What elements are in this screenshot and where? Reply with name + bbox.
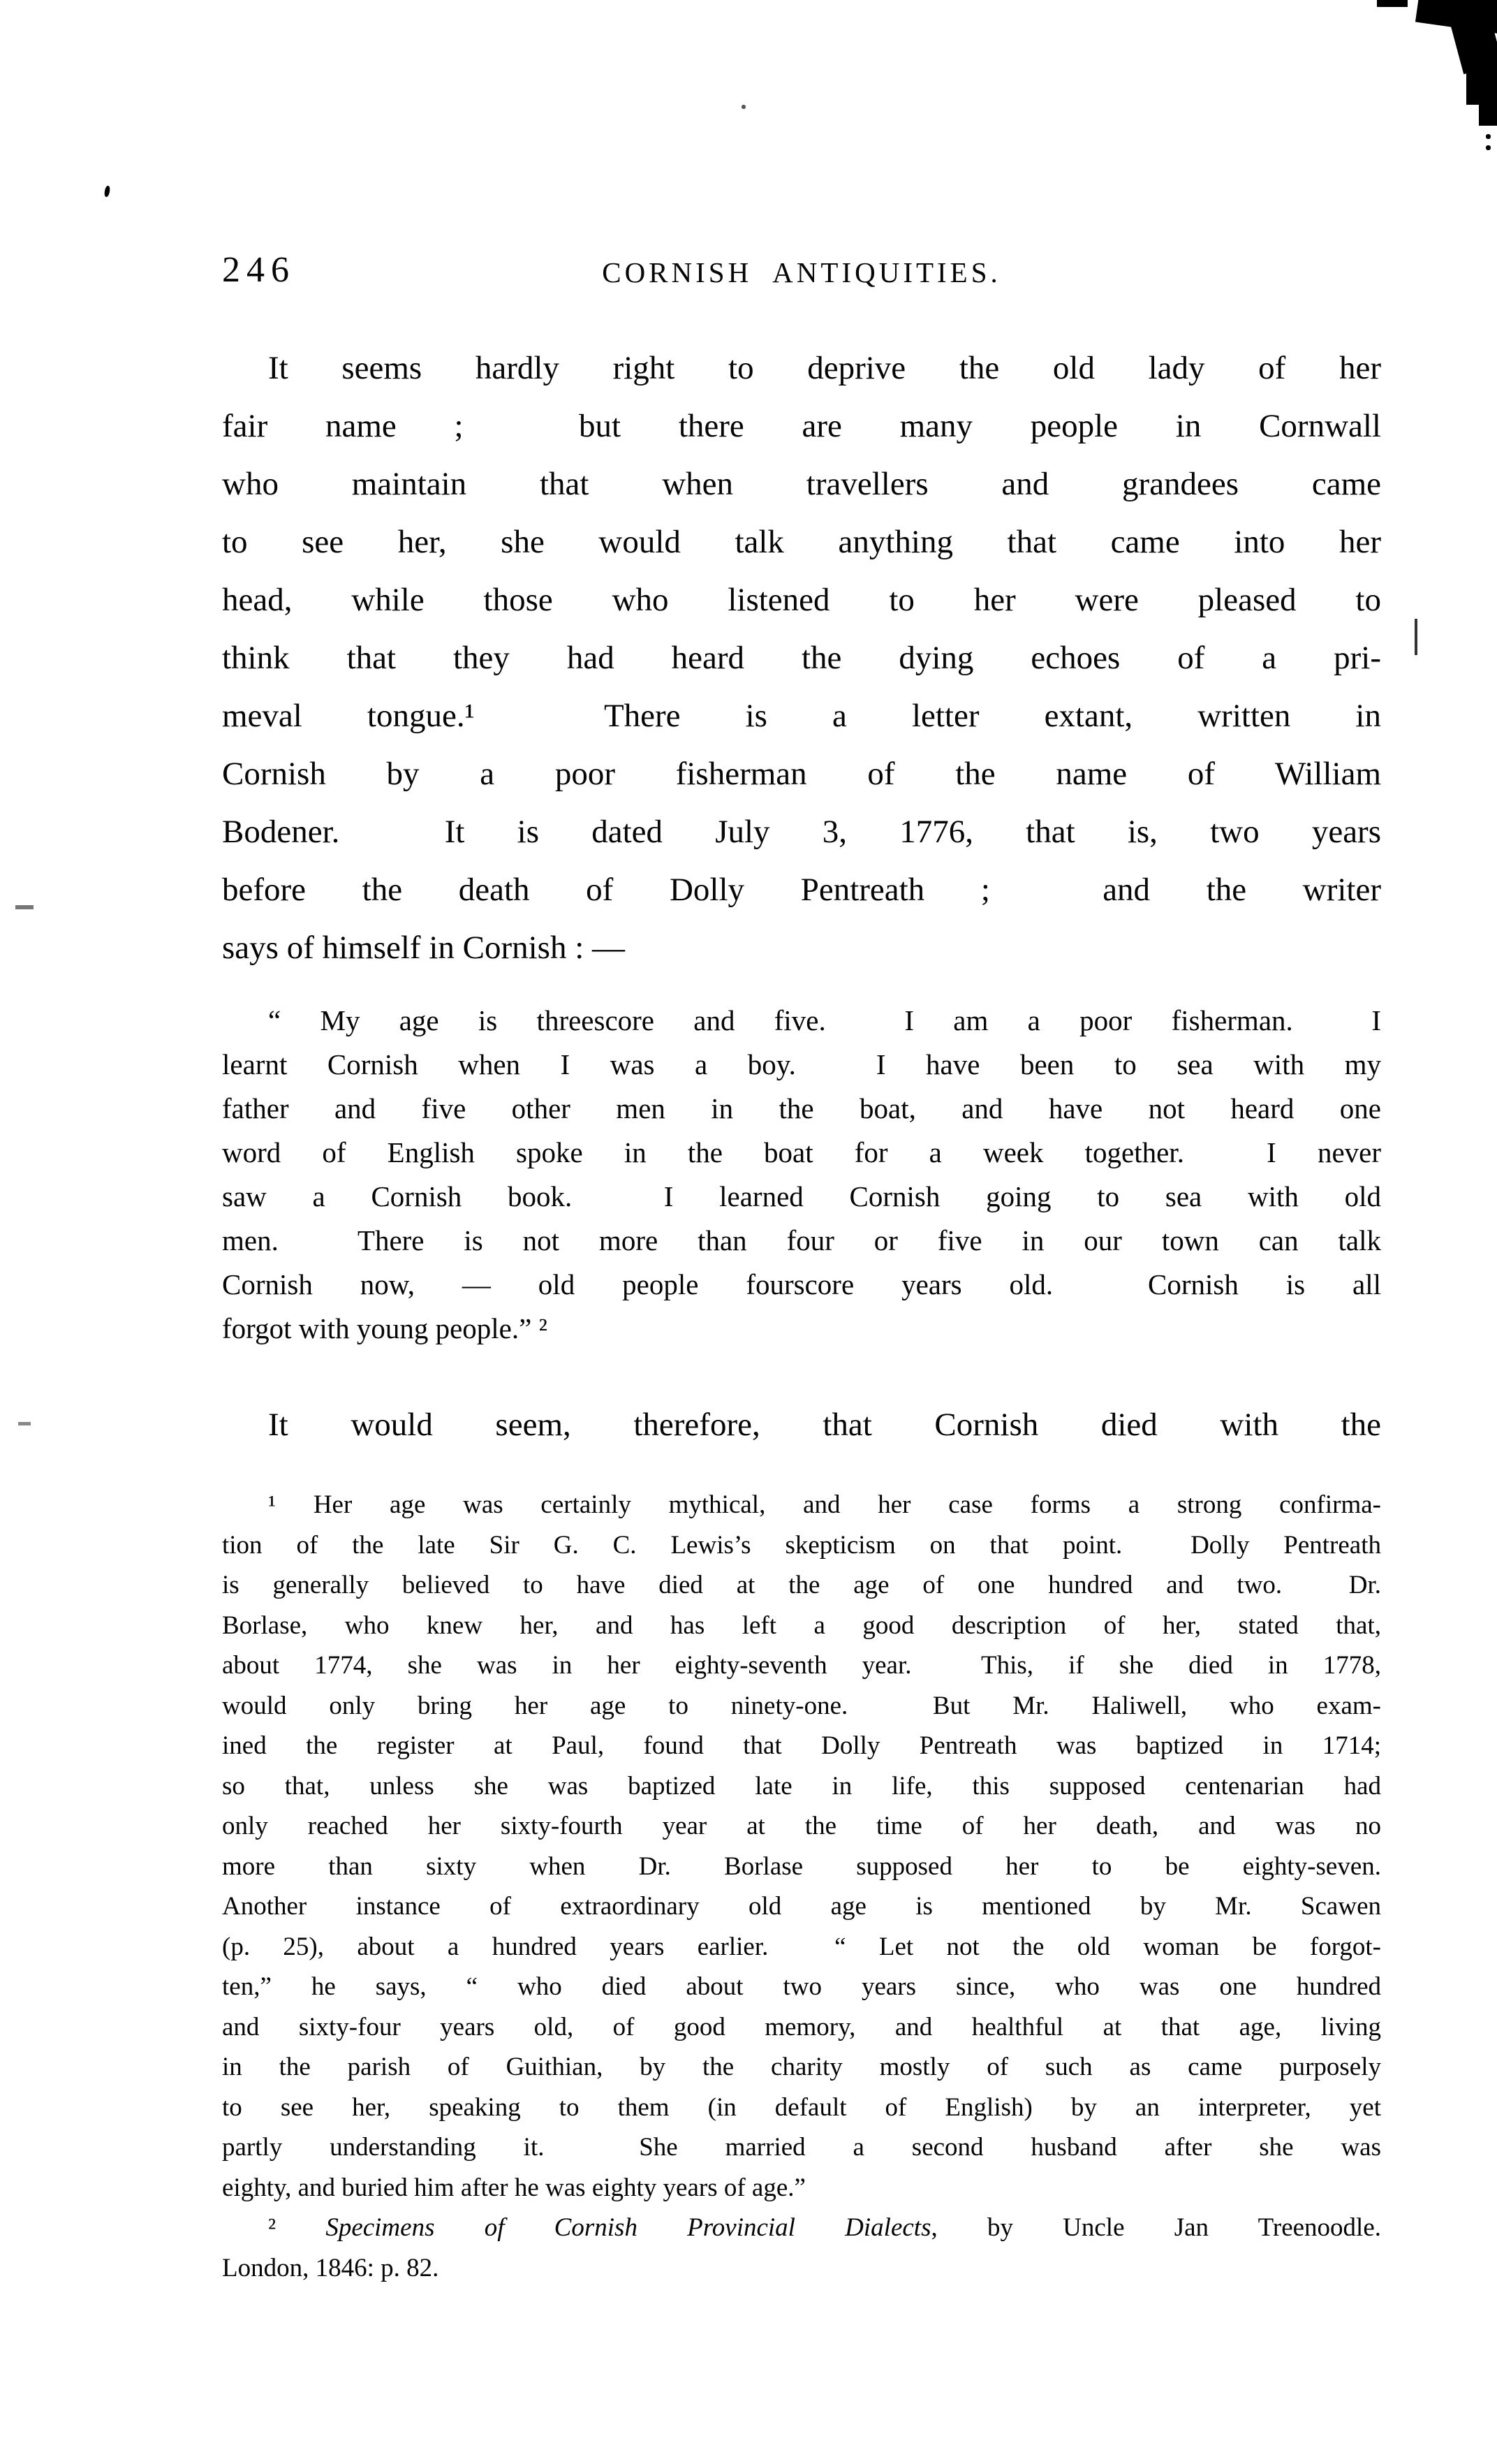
text-line: ² Specimens of Cornish Provincial Dialects, by Uncle Jan Treenoodle. (268, 2213, 1381, 2242)
page-number: 246 (222, 250, 295, 290)
running-title: CORNISH ANTIQUITIES. (602, 256, 1001, 288)
text-line: Borlase, who knew her, and has left a good description of her, stated that, (222, 1611, 1381, 1640)
text-line: men. There is not more than four or five in our town can talk (222, 1224, 1381, 1256)
text-line: Cornish by a poor fisherman of the name of William (222, 756, 1381, 792)
footnote-1 (222, 1485, 1381, 2208)
text-line: (p. 25), about a hundred years earlier. “ Let not the old woman be forgot- (222, 1932, 1381, 1961)
text-line: about 1774, she was in her eighty-seventh year. This, if she died in 1778, (222, 1651, 1381, 1680)
scan-artifact (15, 905, 34, 909)
scan-artifact (742, 105, 746, 109)
scan-artifact (18, 1422, 31, 1425)
text-line: father and five other men in the boat, and have not heard one (222, 1092, 1381, 1124)
paragraph-main (222, 339, 1381, 977)
text-line: eighty, and buried him after he was eighty years of age.” (222, 2173, 806, 2202)
text-line: head, while those who listened to her were pleased to (222, 582, 1381, 618)
text-line: word of English spoke in the boat for a week together. I never (222, 1136, 1381, 1168)
text-line: ten,” he says, “ who died about two years since, who was one hundred (222, 1972, 1381, 2001)
scan-artifact (104, 186, 111, 198)
text-line: Another instance of extraordinary old age is mentioned by Mr. Scawen (222, 1892, 1381, 1921)
scan-artifact (1415, 619, 1417, 655)
text-line: would only bring her age to ninety-one. But Mr. Haliwell, who exam- (222, 1691, 1381, 1720)
text-line: only reached her sixty-fourth year at the time of her death, and was no (222, 1812, 1381, 1840)
text-line: Bodener. It is dated July 3, 1776, that is, two years (222, 814, 1381, 850)
text-line: to see her, she would talk anything that came into her (222, 524, 1381, 560)
text-line: think that they had heard the dying echoes of a pri- (222, 640, 1381, 676)
text-line: It seems hardly right to deprive the old lady of her (268, 350, 1381, 386)
blockquote-fisherman-letter (222, 999, 1381, 1351)
text-line: ined the register at Paul, found that Dolly Pentreath was baptized in 1714; (222, 1731, 1381, 1760)
text-line: ¹ Her age was certainly mythical, and her case forms a strong confirma- (268, 1490, 1381, 1519)
text-line: says of himself in Cornish : — (222, 930, 626, 966)
text-line: forgot with young people.” ² (222, 1312, 547, 1344)
scan-artifact (1424, 4, 1436, 12)
text-line: Cornish now, — old people fourscore years old. Cornish is all (222, 1268, 1381, 1300)
text-line: London, 1846: p. 82. (222, 2253, 439, 2282)
scan-artifact (1377, 0, 1408, 7)
scan-artifact (1486, 134, 1491, 139)
scan-artifact (1479, 99, 1497, 126)
text-line: is generally believed to have died at the age of one hundred and two. Dr. (222, 1571, 1381, 1599)
text-line: It would seem, therefore, that Cornish died with the (268, 1407, 1381, 1443)
text-line: to see her, speaking to them (in default of English) by an interpreter, yet (222, 2092, 1381, 2122)
scan-artifact (1486, 145, 1491, 150)
page-header (222, 250, 1381, 291)
footnote-2 (222, 2208, 1381, 2288)
text-line: learnt Cornish when I was a boy. I have been to sea with my (222, 1048, 1381, 1080)
text-line: meval tongue.¹ There is a letter extant, written in (222, 698, 1381, 734)
text-line: fair name ; but there are many people in Cornwall (222, 408, 1381, 444)
text-line: and sixty-four years old, of good memory, and healthful at that age, living (222, 2012, 1381, 2041)
text-line: so that, unless she was baptized late in life, this supposed centenarian had (222, 1771, 1381, 1801)
text-line: “ My age is threescore and five. I am a poor fisherman. I (268, 1004, 1381, 1036)
text-line: who maintain that when travellers and grandees came (222, 466, 1381, 502)
text-line: tion of the late Sir G. C. Lewis’s skepticism on that point. Dolly Pentreath (222, 1530, 1381, 1560)
text-line: in the parish of Guithian, by the charity mostly of such as came purposely (222, 2053, 1381, 2081)
text-line: more than sixty when Dr. Borlase supposed her to be eighty-seven. (222, 1851, 1381, 1881)
text-line: partly understanding it. She married a second husband after she was (222, 2133, 1381, 2162)
paragraph-second (222, 1396, 1381, 1454)
text-line: before the death of Dolly Pentreath ; and the writer (222, 872, 1381, 908)
footnotes (222, 1485, 1381, 2288)
text-line: saw a Cornish book. I learned Cornish going to sea with old (222, 1180, 1381, 1212)
